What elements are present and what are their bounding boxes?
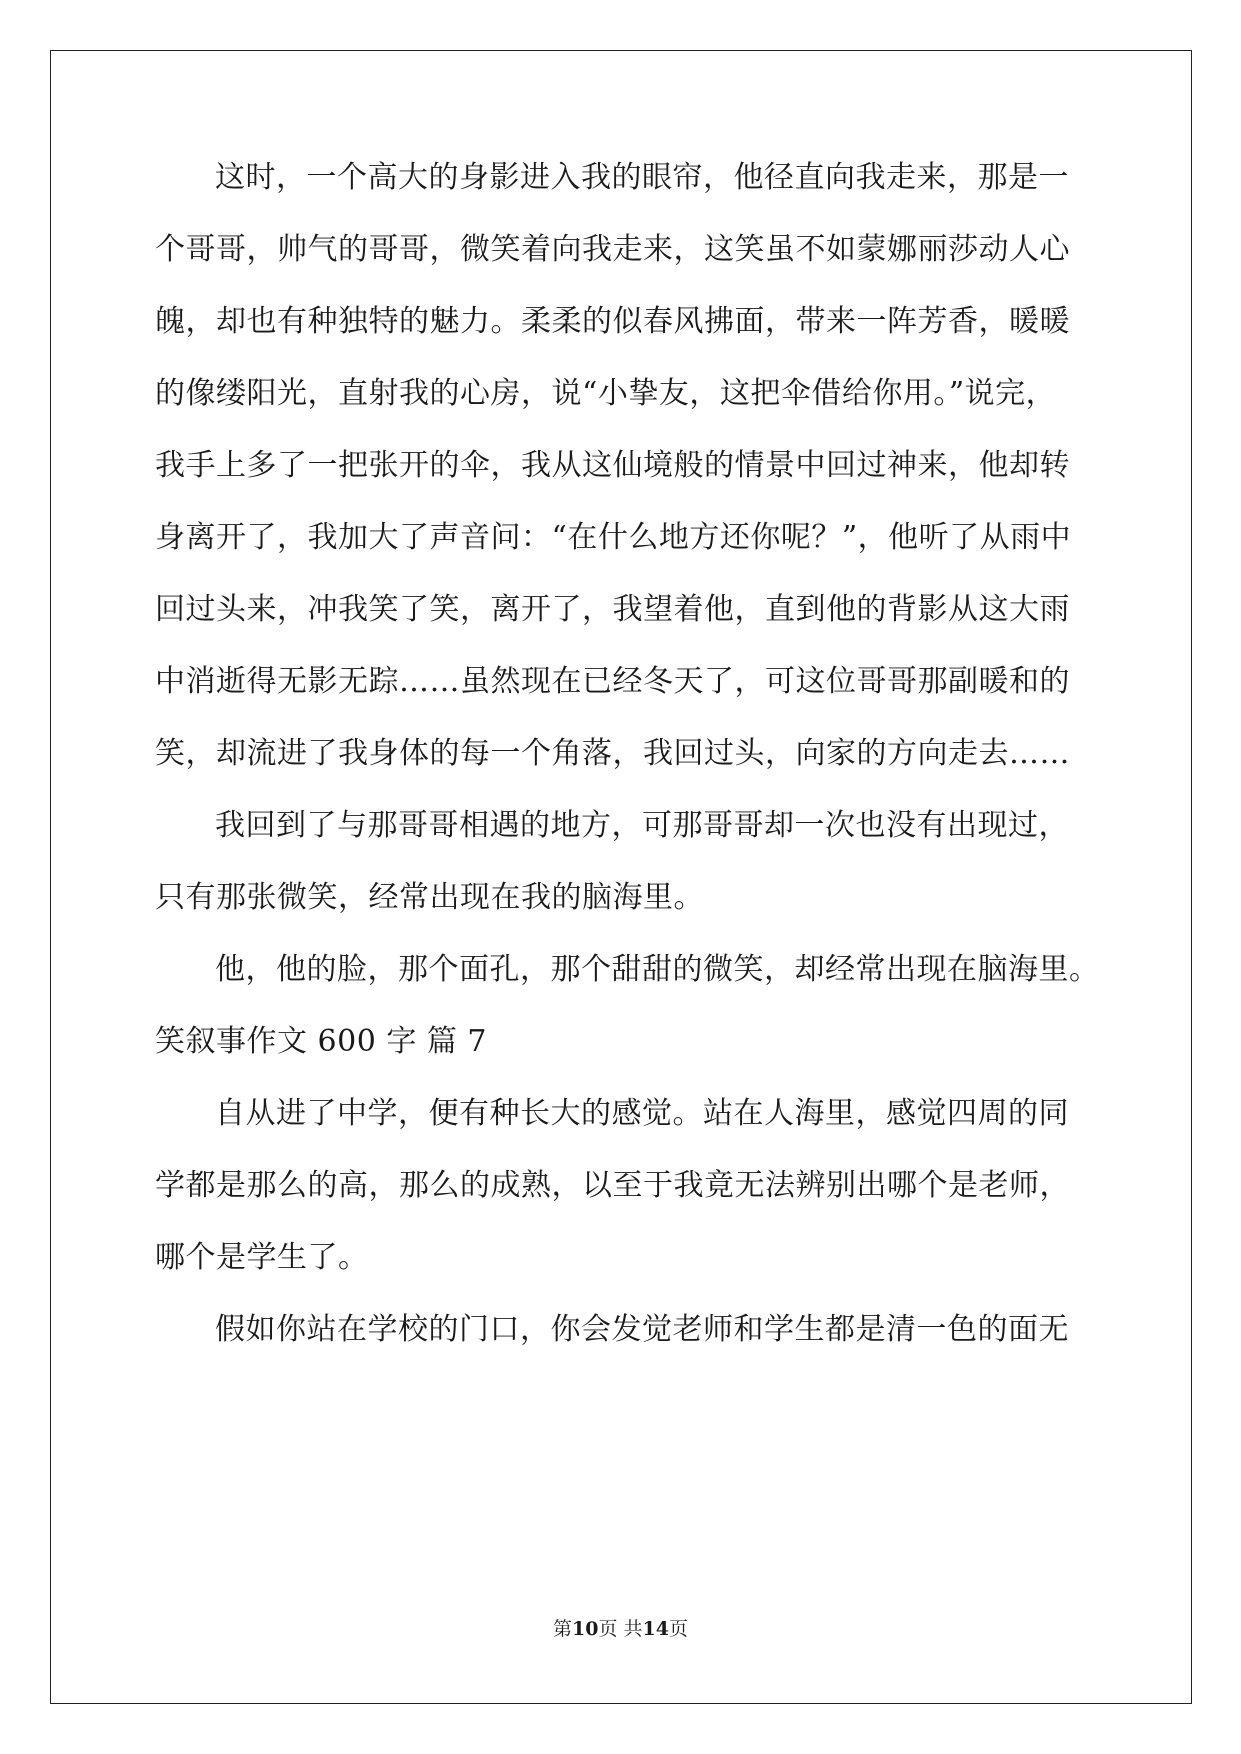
paragraph-line: 他，他的脸，那个面孔，那个甜甜的微笑，却经常出现在脑海里。 (215, 952, 1100, 987)
page-suffix: 页 (668, 1618, 688, 1640)
page-mid: 页 共 (598, 1618, 643, 1640)
page-current: 10 (572, 1618, 599, 1640)
paragraph-line: 个哥哥，帅气的哥哥，微笑着向我走来，这笑虽不如蒙娜丽莎动人心 (155, 232, 1070, 267)
paragraph-line: 这时，一个高大的身影进入我的眼帘，他径直向我走来，那是一 (215, 160, 1069, 195)
section-heading: 笑叙事作文 600 字 篇 7 (155, 1024, 487, 1059)
page-total: 14 (642, 1618, 669, 1640)
paragraph-line: 笑，却流进了我身体的每一个角落，我回过头，向家的方向走去…… (155, 736, 1070, 771)
paragraph-line: 只有那张微笑，经常出现在我的脑海里。 (155, 880, 704, 915)
page-footer (0, 1617, 1241, 1641)
paragraph-line: 我回到了与那哥哥相遇的地方，可那哥哥却一次也没有出现过， (215, 808, 1069, 843)
paragraph-line: 哪个是学生了。 (155, 1240, 369, 1275)
page-prefix: 第 (553, 1618, 573, 1640)
paragraph-line: 自从进了中学，便有种长大的感觉。站在人海里，感觉四周的同 (215, 1096, 1069, 1131)
page-border (50, 50, 1192, 1704)
paragraph-line: 身离开了，我加大了声音问：“在什么地方还你呢？”，他听了从雨中 (155, 520, 1072, 555)
paragraph-line: 学都是那么的高，那么的成熟，以至于我竟无法辨别出哪个是老师， (155, 1168, 1070, 1203)
paragraph-line: 假如你站在学校的门口，你会发觉老师和学生都是清一色的面无 (215, 1312, 1069, 1347)
paragraph-line: 中消逝得无影无踪……虽然现在已经冬天了，可这位哥哥那副暖和的 (155, 664, 1070, 699)
paragraph-line: 我手上多了一把张开的伞，我从这仙境般的情景中回过神来，他却转 (155, 448, 1070, 483)
paragraph-line: 的像缕阳光，直射我的心房，说“小挚友，这把伞借给你用。”说完， (155, 376, 1057, 411)
paragraph-line: 回过头来，冲我笑了笑，离开了，我望着他，直到他的背影从这大雨 (155, 592, 1070, 627)
paragraph-line: 魄，却也有种独特的魅力。柔柔的似春风拂面，带来一阵芳香，暖暖 (155, 304, 1070, 339)
